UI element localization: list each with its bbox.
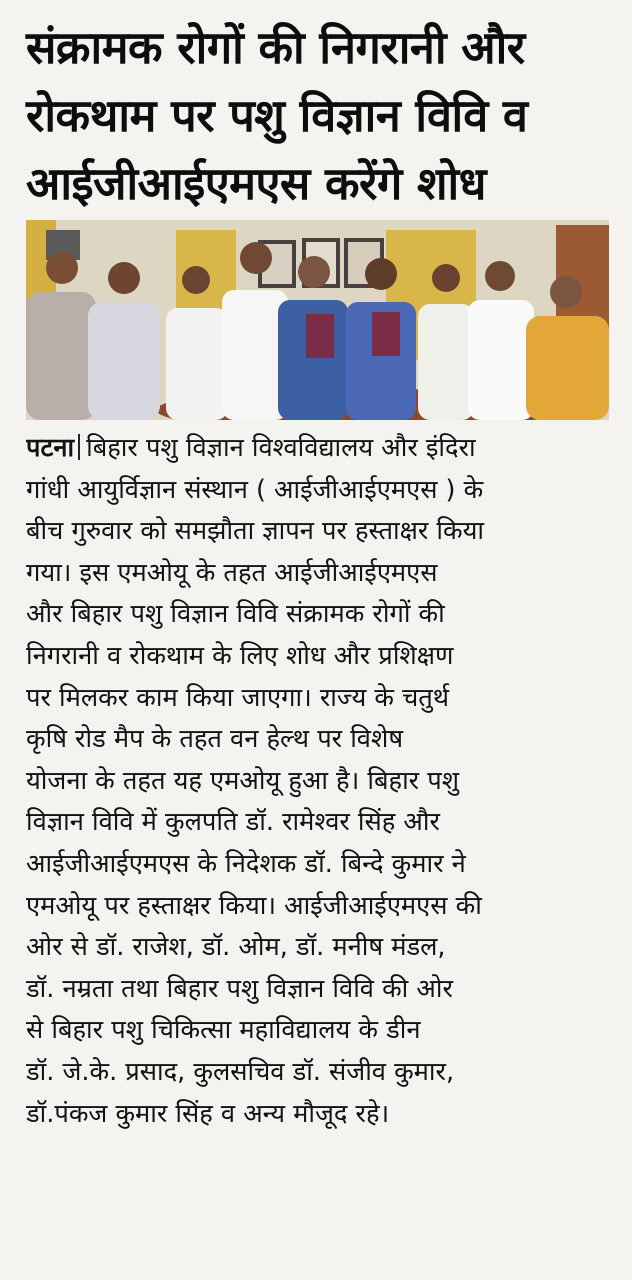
article-line: गांधी आयुर्विज्ञान संस्थान ( आईजीआईएमएस ) के bbox=[26, 474, 484, 505]
article-line: और बिहार पशु विज्ञान विवि संक्रामक रोगों की bbox=[26, 599, 445, 630]
article-line: डॉ. नम्रता तथा बिहार पशु विज्ञान विवि की ओर bbox=[26, 973, 453, 1004]
article-line bbox=[26, 428, 612, 470]
group-photo bbox=[26, 220, 609, 420]
article-line: ओर से डॉ. राजेश, डॉ. ओम, डॉ. मनीष मंडल, bbox=[26, 932, 446, 963]
article-line: एमओयू पर हस्ताक्षर किया। आईजीआईएमएस की bbox=[26, 890, 482, 921]
article-line: आईजीआईएमएस के निदेशक डॉ. बिन्दे कुमार ने bbox=[26, 848, 466, 879]
article-line: से बिहार पशु चिकित्सा महाविद्यालय के डीन bbox=[26, 1015, 421, 1046]
headline-line: संक्रामक रोगों की निगरानी और bbox=[26, 21, 525, 74]
headline bbox=[26, 14, 616, 218]
article-line: कृषि रोड मैप के तहत वन हेल्थ पर विशेष bbox=[26, 724, 404, 755]
group-photo-icon bbox=[26, 220, 609, 420]
dateline-separator bbox=[78, 434, 80, 460]
article-line: डॉ.पंकज कुमार सिंह व अन्य मौजूद रहे। bbox=[26, 1098, 390, 1129]
article-line-text: बिहार पशु विज्ञान विश्वविद्यालय और इंदिरा bbox=[86, 433, 476, 463]
headline-line: रोकथाम पर पशु विज्ञान विवि व bbox=[26, 89, 528, 142]
article-line: निगरानी व रोकथाम के लिए शोध और प्रशिक्षण bbox=[26, 640, 454, 671]
article-line: विज्ञान विवि में कुलपति डॉ. रामेश्वर सिंह और bbox=[26, 807, 440, 838]
article-line: बीच गुरुवार को समझौता ज्ञापन पर हस्ताक्षर किया bbox=[26, 516, 485, 547]
headline-line: आईजीआईएमएस करेंगे शोध bbox=[26, 157, 486, 210]
article-line: गया। इस एमओयू के तहत आईजीआईएमएस bbox=[26, 557, 438, 588]
article-line: पर मिलकर काम किया जाएगा। राज्य के चतुर्थ bbox=[26, 682, 450, 713]
article-line: डॉ. जे.के. प्रसाद, कुलसचिव डॉ. संजीव कुमार, bbox=[26, 1056, 455, 1087]
article-body bbox=[26, 428, 612, 1135]
dateline: पटना bbox=[26, 433, 75, 463]
article-line: योजना के तहत यह एमओयू हुआ है। बिहार पशु bbox=[26, 765, 460, 796]
